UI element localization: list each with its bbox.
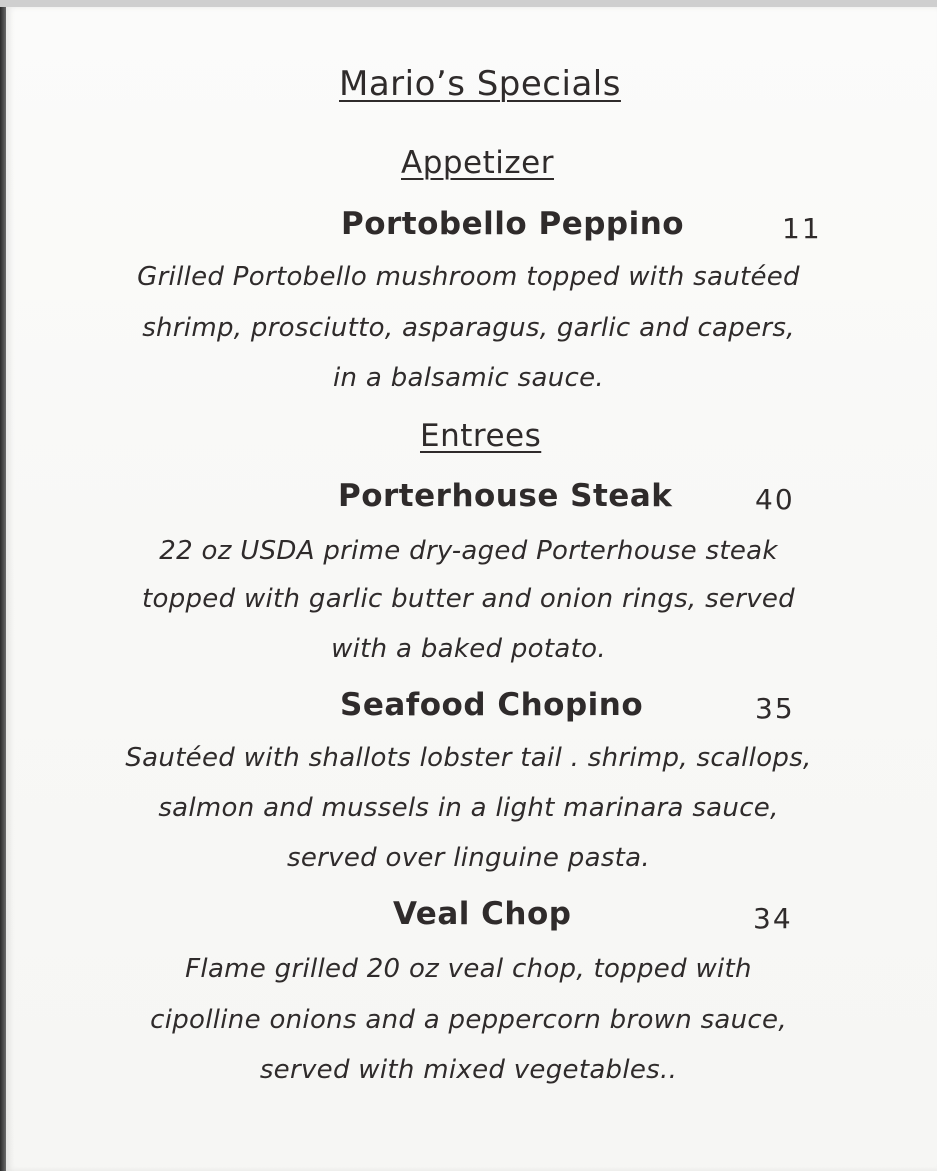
item-description-line: served with mixed vegetables.. <box>259 1055 678 1085</box>
item-description-line: in a balsamic sauce. <box>333 363 604 393</box>
item-name-portobello-peppino: Portobello Peppino <box>341 206 685 242</box>
item-description-line: shrimp, prosciutto, asparagus, garlic and capers, <box>142 313 795 343</box>
item-description-line: Sautéed with shallots lobster tail . shrimp, scallops, <box>125 743 812 773</box>
item-description-line: Grilled Portobello mushroom topped with sautéed <box>137 262 800 292</box>
item-price-veal-chop: 34 <box>753 902 793 935</box>
item-description-line: cipolline onions and a peppercorn brown sauce, <box>150 1005 787 1035</box>
item-name-porterhouse-steak: Porterhouse Steak <box>338 478 673 514</box>
section-title-appetizer: Appetizer <box>401 145 554 181</box>
section-title-entrees: Entrees <box>420 418 542 454</box>
item-price-portobello-peppino: 11 <box>782 212 822 245</box>
item-description-line: salmon and mussels in a light marinara sauce, <box>158 793 779 823</box>
item-name-veal-chop: Veal Chop <box>393 896 572 932</box>
item-description-line: with a baked potato. <box>331 634 606 664</box>
item-description-line: topped with garlic butter and onion rings, served <box>142 584 795 614</box>
item-description-line: 22 oz USDA prime dry-aged Porterhouse steak <box>159 536 778 566</box>
menu-title: Mario’s Specials <box>339 64 621 104</box>
item-description-line: served over linguine pasta. <box>287 843 650 873</box>
item-price-porterhouse-steak: 40 <box>755 483 795 516</box>
item-price-seafood-chopino: 35 <box>755 692 795 725</box>
item-description-line: Flame grilled 20 oz veal chop, topped with <box>185 954 752 984</box>
item-name-seafood-chopino: Seafood Chopino <box>340 687 644 723</box>
